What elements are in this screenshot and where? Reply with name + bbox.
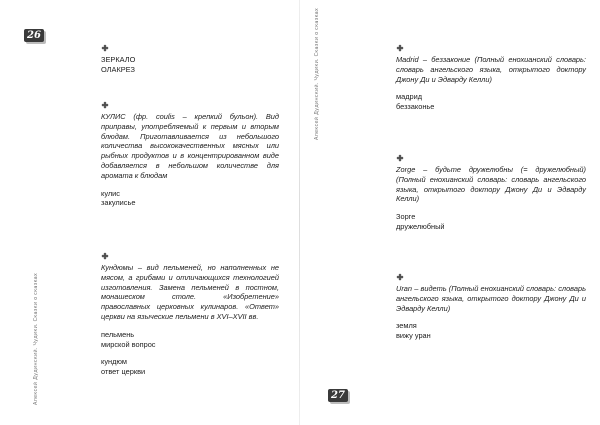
entry-coulis: [101, 101, 279, 208]
definition-text: КУЛИС (фр. coulis – крепкий бульон). Вид приправы, употребляемый к первым и вторым блюдам. Приготавливается из небольшого количества высококачественных мясных или рыбных продуктов и в концентрированном виде добавляется в небольшом количестве для аромата к блюдам: [101, 112, 279, 180]
entry-mirror: [101, 44, 279, 75]
definition-text: Кундюмы – вид пельменей, но наполненных не мясом, а грибами и отличающихся технологией изготовления. Замена пельменей в постном, монашеском столе. «Изобретение» православных церковных кулинаров. «Ответ» церкви на языческие пельмени в XVI–XVII вв.: [101, 263, 279, 321]
flower-ornament-icon: [396, 44, 404, 52]
word-pair-line: закулисье: [101, 198, 136, 208]
flower-ornament-icon: [101, 44, 109, 52]
running-title: Алексей Дудинский. Чудики. Сказки о сказках: [33, 272, 39, 405]
definition-text: Madrid – беззаконие (Полный енохианский словарь: словарь ангельского языка, открытого доктору Джону Ди и Эдварду Келли): [396, 55, 586, 84]
flower-ornament-icon: [101, 252, 109, 260]
entry-zorge: [396, 154, 586, 232]
right-page: [300, 0, 600, 425]
word-pair-line: кундюм: [101, 357, 127, 367]
word-pair-line: мирской вопрос: [101, 339, 156, 349]
word-pair-line: пельмень: [101, 329, 135, 339]
page-number: 27: [328, 389, 348, 402]
page-number: 26: [24, 29, 44, 42]
definition-text: Zorge – будьте дружелюбны (= дружелюбный) (Полный енохианский словарь: словарь ангельского языка, открытого доктору Джону Ди и Эдварду Келли): [396, 165, 586, 204]
word-pair-line: земля: [396, 321, 417, 331]
entry-line: ОЛАКРЕЗ: [101, 64, 135, 74]
entry-line: ЗЕРКАЛО: [101, 55, 136, 64]
flower-ornament-icon: [396, 154, 404, 162]
word-pair-line: Зорге: [396, 212, 416, 222]
word-pair-line: ответ церкви: [101, 367, 146, 377]
running-title: Алексей Дудинский. Чудики. Сказки о сказках: [314, 7, 320, 140]
flower-ornament-icon: [101, 101, 109, 109]
flower-ornament-icon: [396, 273, 404, 281]
entry-kundyumy: [101, 252, 279, 377]
word-pair-line: беззаконье: [396, 102, 435, 112]
word-pair-line: кулис: [101, 188, 120, 198]
definition-text: Uran – видеть (Полный енохианский словарь: словарь ангельского языка, открытого доктору Джону Ди и Эдварду Келли): [396, 284, 586, 313]
entry-madrid: [396, 44, 586, 112]
word-pair-line: мадрид: [396, 92, 423, 102]
word-pair-line: дружелюбный: [396, 221, 445, 231]
word-pair-line: вижу уран: [396, 331, 431, 341]
entry-uran: [396, 273, 586, 341]
